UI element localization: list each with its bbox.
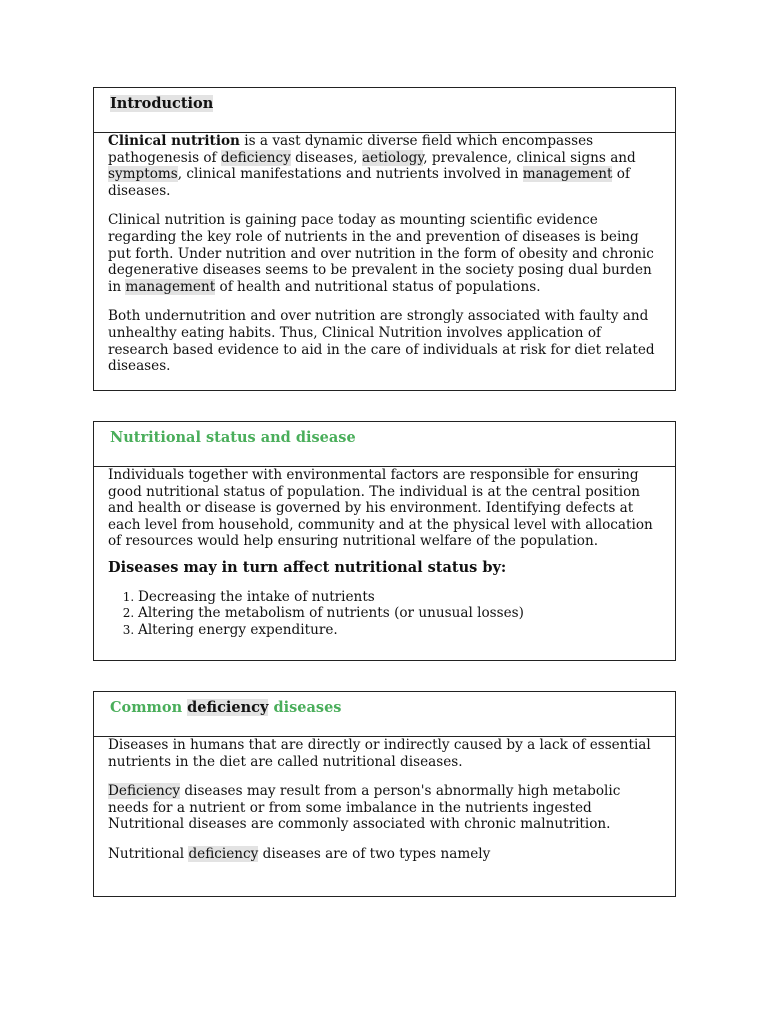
introduction-title: Introduction [110,95,214,112]
effects-list [108,589,661,639]
highlight-management: management [522,166,613,183]
deficiency-paragraph-3 [108,846,661,863]
introduction-body [94,133,675,375]
text: of diseases. [108,166,631,199]
introduction-box [93,87,676,391]
highlight-deficiency: deficiency [220,149,291,166]
highlight-symptoms: symptoms [108,166,178,183]
text: diseases may result from a person's abnormally high metabolic needs for a nutrient or from some imbalance in the nutrients ingested Nutritional diseases are commonly associated with chronic malnutrition. [108,783,621,833]
clinical-nutrition-term: Clinical nutrition [108,133,240,149]
text: Clinical nutrition is gaining pace today as mounting scientific evidence regarding the key role of nutrients in the and prevention of diseases is being put forth. Under nutrition and over nutrition in the form of obesity and chronic degenerative diseases seems to be prevalent in the society posing dual burden in [108,212,654,295]
deficiency-paragraph-1: Diseases in humans that are directly or indirectly caused by a lack of essential nutrients in the diet are called nutritional diseases. [108,737,651,770]
highlight-deficiency: deficiency [188,845,259,862]
text: diseases, [290,149,362,166]
deficiency-diseases-header [94,692,675,737]
highlight-deficiency: Deficiency [108,783,181,800]
title-text: diseases [268,699,342,716]
text: , clinical manifestations and nutrients involved in [177,166,523,183]
nutritional-status-header [94,422,675,467]
introduction-header [94,88,675,133]
list-item: 3. Altering energy expenditure. [138,622,661,639]
deficiency-diseases-body [94,737,675,863]
nutritional-status-title: Nutritional status and disease [110,429,356,446]
nutritional-status-box [93,421,676,661]
deficiency-diseases-box [93,691,676,897]
highlight-aetiology: aetiology [361,149,424,166]
deficiency-paragraph-2 [108,783,661,833]
nutritional-status-body [94,467,675,638]
title-highlight: deficiency [187,699,269,716]
text: , prevalence, clinical signs and [423,149,636,166]
title-text: Common [110,699,188,716]
text: of health and nutritional status of populations. [215,278,541,295]
text: Nutritional [108,845,189,862]
list-item: 1. Decreasing the intake of nutrients [138,589,661,606]
intro-paragraph-2 [108,212,661,295]
text: diseases are of two types namely [258,845,491,862]
list-item: 2. Altering the metabolism of nutrients (or unusual losses) [138,605,661,622]
diseases-affect-subheading: Diseases may in turn affect nutritional status by: [108,558,507,576]
intro-paragraph-3: Both undernutrition and over nutrition are strongly associated with faulty and unhealthy eating habits. Thus, Clinical Nutrition involves application of research based evidence to aid in the care of individuals at risk for diet related diseases. [108,308,655,375]
intro-paragraph-1 [108,133,661,199]
nutritional-status-paragraph: Individuals together with environmental factors are responsible for ensuring good nutritional status of population. The individual is at the central position and health or disease is governed by his environment. Identifying defects at each level from household, community and at the physical level with allocation of resources would help ensuring nutritional welfare of the population. [108,467,653,550]
highlight-management: management [125,278,216,295]
text: is a vast dynamic diverse field which encompasses pathogenesis of [108,133,594,166]
deficiency-diseases-title [110,699,341,716]
